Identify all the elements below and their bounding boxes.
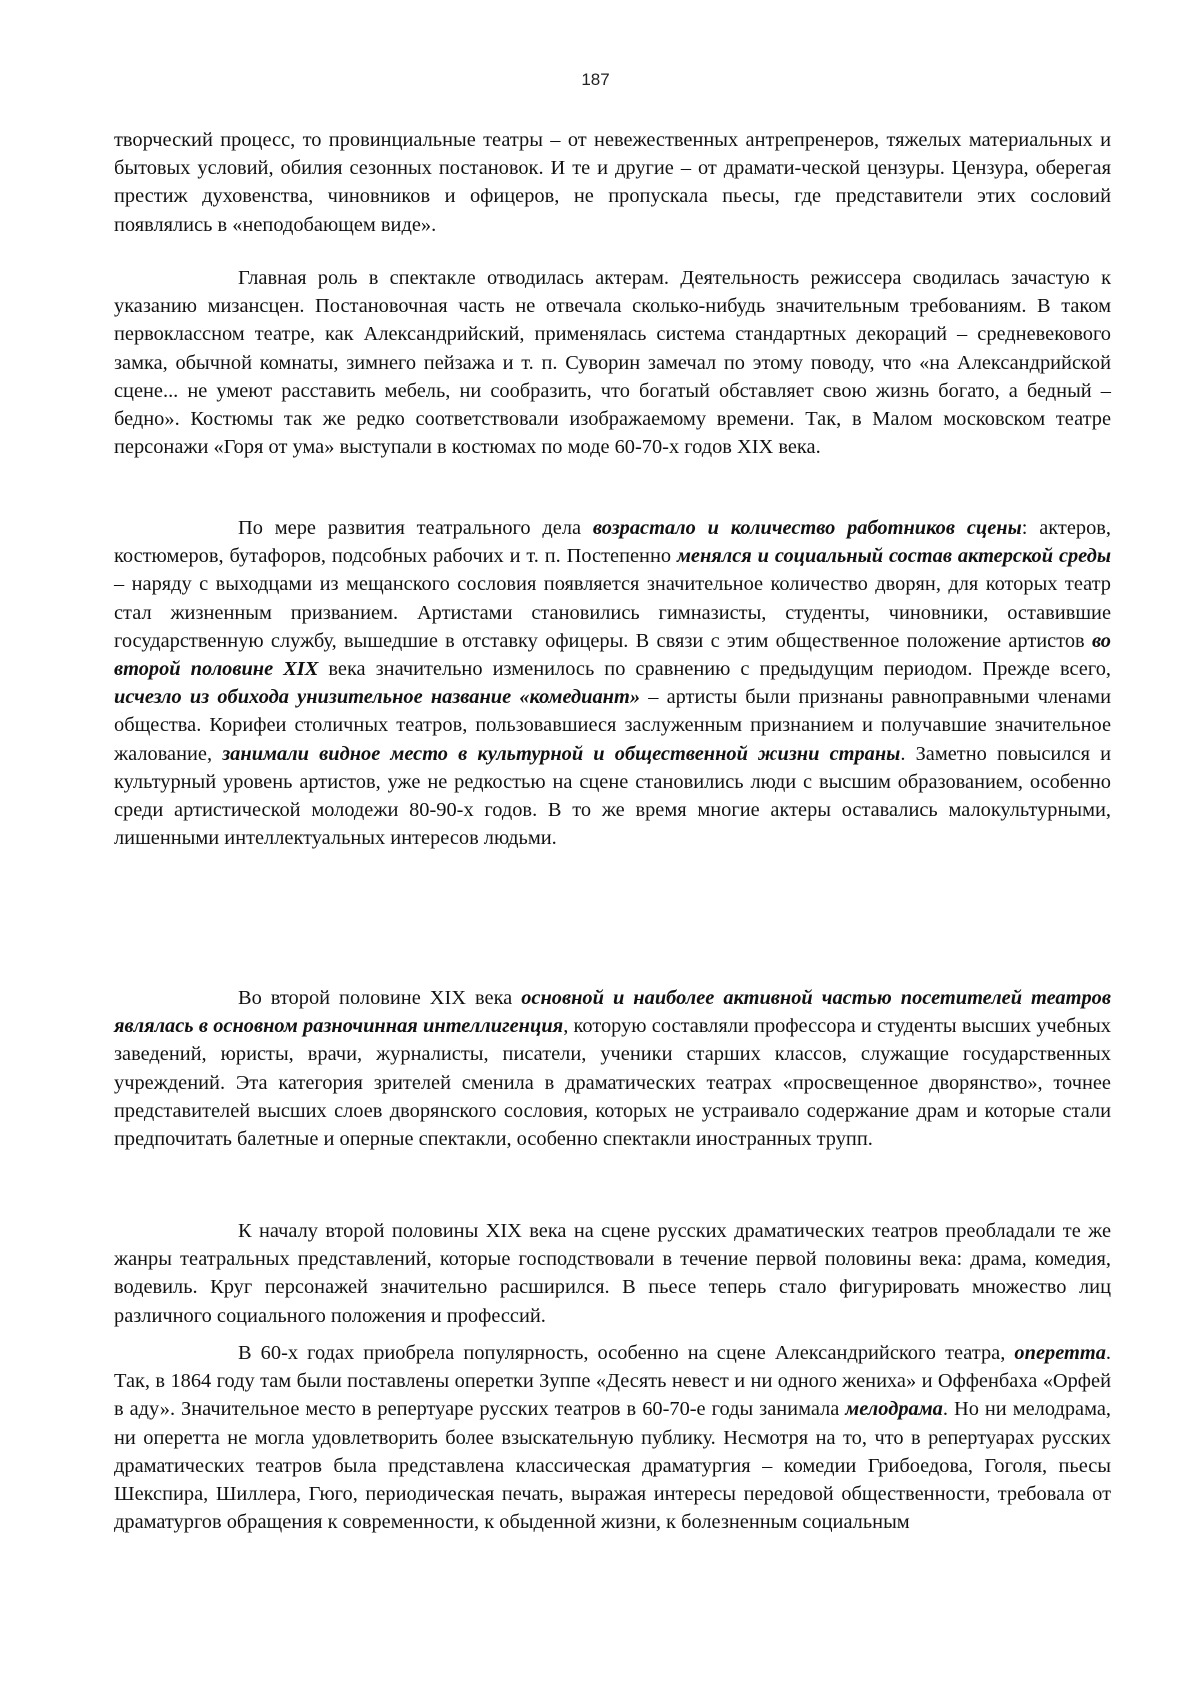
emphasis-run: исчезло из обихода унизительное название «комедиант»: [114, 686, 641, 709]
paragraph-actors: [114, 514, 1111, 852]
page-number: 187: [581, 70, 610, 89]
paragraph-operetta: [114, 1339, 1111, 1536]
text-run: Во второй половине XIX века: [238, 987, 522, 1009]
emphasis-run: мелодрама: [845, 1398, 943, 1421]
emphasis-run: во второй половине XIX: [114, 629, 1111, 681]
text-run: – артисты были признаны равноправными членами общества. Корифеи столичных театров, пользовавшиеся заслуженным признанием и получавшие значительное жалование,: [114, 686, 1111, 765]
text-run: К началу второй половины XIX века на сцене русских драматических театров преобладали те же жанры театральных представлений, которые господствовали в течение первой половины века: драма, комедия, водевиль. Круг персонажей значительно расширился. В пьесе теперь стало фигурировать множество лиц различного социального положения и профессий.: [114, 1220, 1111, 1327]
paragraph-genres: [114, 1217, 1111, 1330]
paragraph-text: [114, 984, 1111, 1153]
text-run: По мере развития театрального дела: [238, 517, 593, 539]
text-run: : актеров, костюмеров, бутафоров, подсобных рабочих и т. п. Постепенно: [114, 517, 1111, 568]
paragraph-audience: [114, 984, 1111, 1153]
paragraph-text: [114, 1217, 1111, 1330]
text-run: . Заметно повысился и культурный уровень артистов, уже не редкостью на сцене становились люди с высшим образованием, особенно среди артистической молодежи 80-90-х годов. В то же время многие актеры оставались малокультурными, лишенными интеллектуальных интересов людьми.: [114, 742, 1112, 850]
paragraph-text: [114, 126, 1111, 239]
text-run: – наряду с выходцами из мещанского сословия появляется значительное количество дворян, для которых театр стал жизненным призванием. Артистами становились гимназисты, студенты, чиновники, оставившие государственную службу, вышедшие в отставку офицеры. В связи с этим общественное положение артистов: [114, 573, 1111, 652]
paragraph-continuation: [114, 126, 1111, 239]
paragraph-text: [114, 264, 1111, 461]
text-run: века значительно изменилось по сравнению с предыдущим периодом. Прежде всего,: [318, 658, 1111, 681]
text-run: творческий процесс, то провинциальные театры – от невежественных антрепренеров, тяжелых материальных и бытовых условий, обилия сезонных постановок. И те и другие – от драмати-ческой цензуры. Цензура, оберегая престиж духовенства, чиновников и офицеров, не пропускала пьесы, где представители этих сословий появлялись в «неподобающем виде».: [114, 129, 1111, 236]
text-run: . Но ни мелодрама, ни оперетта не могла удовлетворить более взыскательную публику. Несмотря на то, что в репертуарах русских драматических театров была представлена классическая драматургия – комедии Грибоедова, Гоголя, пьесы Шекспира, Шиллера, Гюго, периодическая печать, выражая интересы передовой общественности, требовала от драматургов обращения к современности, к обыденной жизни, к болезненным социальным: [114, 1398, 1111, 1534]
text-run: Главная роль в спектакле отводилась актерам. Деятельность режиссера сводилась зачастую к указанию мизансцен. Постановочная часть не отвечала сколько-нибудь значительным требованиям. В таком первоклассном театре, как Александрийский, применялась система стандартных декораций – средневекового замка, обычной комнаты, зимнего пейзажа и т. п. Суворин замечал по этому поводу, что «на Александрийской сцене... не умеют расставить мебель, ни сообразить, что богатый обставляет свою жизнь богато, а бедный – бедно». Костюмы так же редко соответствовали изображаемому времени. Так, в Малом московском театре персонажи «Горя от ума» выступали в костюмах по моде 60-70-х годов XIX века.: [114, 267, 1111, 459]
emphasis-run: основной и наиболее активной частью посетителей театров являлась в основном разночинная интеллигенция: [114, 987, 1111, 1038]
paragraph-text: [114, 1339, 1111, 1536]
paragraph-staging: [114, 264, 1111, 461]
text-run: В 60-х годах приобрела популярность, особенно на сцене Александрийского театра,: [238, 1342, 1015, 1364]
paragraph-text: [114, 514, 1111, 852]
emphasis-run: менялся и социальный состав актерской среды: [676, 545, 1111, 568]
text-run: , которую составляли профессора и студенты высших учебных заведений, юристы, врачи, журналисты, писатели, ученики старших классов, служащие государственных учреждений. Эта категория зрителей сменила в драматических театрах «просвещенное дворянство», точнее представителей высших слоев дворянского сословия, которых не устраивало содержание драм и которые стали предпочитать балетные и оперные спектакли, особенно спектакли иностранных трупп.: [114, 1015, 1112, 1151]
text-run: . Так, в 1864 году там были поставлены оперетки Зуппе «Десять невест и ни одного жениха» и Оффенбаха «Орфей в аду». Значительное место в репертуаре русских театров в 60-70-е годы занимала: [114, 1342, 1111, 1421]
emphasis-run: занимали видное место в культурной и общественной жизни страны: [222, 742, 901, 765]
emphasis-run: оперетта: [1014, 1342, 1106, 1364]
emphasis-run: возрастало и количество работников сцены: [592, 517, 1022, 539]
